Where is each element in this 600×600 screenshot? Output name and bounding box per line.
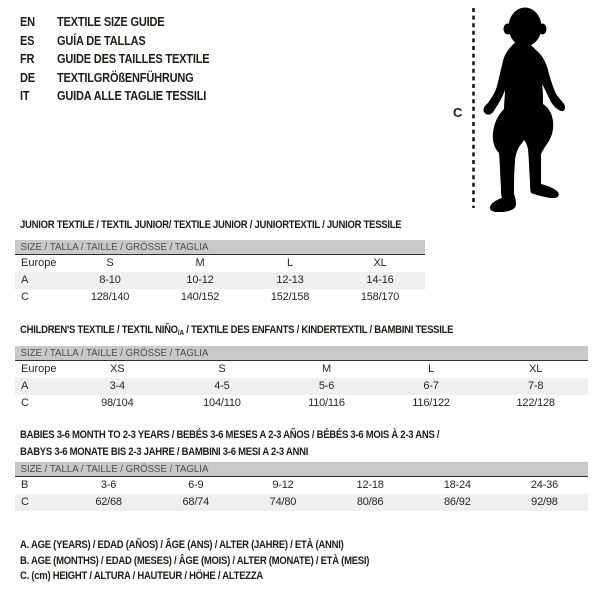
footnote-age-years: A. AGE (YEARS) / EDAD (AÑOS) / ÂGE (ANS) / ALTER (JAHRE) / ETÀ (ANNI)	[20, 539, 344, 551]
table-cell: XL	[529, 363, 543, 375]
section-title-line2: BABYS 3-6 MONATE BIS 2-3 JAHRE / BAMBINI 3-6 MESI A 2-3 ANNI	[20, 446, 309, 458]
table-cell: 158/170	[360, 291, 400, 303]
guide-title: GUÍA DE TALLAS	[56, 33, 146, 48]
size-header-bar	[15, 462, 588, 476]
row-label-cell: C	[21, 496, 29, 508]
row-label-cell: Europe	[21, 363, 57, 375]
table-cell: 18-24	[443, 479, 471, 491]
lang-code: FR	[20, 52, 35, 66]
table-cell: M	[195, 257, 205, 269]
table-row-months	[15, 476, 588, 494]
table-cell: 5-6	[318, 380, 335, 392]
lang-row-de	[20, 69, 209, 88]
table-cell: XS	[110, 363, 125, 375]
table-row-height	[15, 395, 588, 412]
lang-row-en	[20, 13, 209, 32]
row-label-cell: C	[21, 291, 29, 303]
table-cell: 14-16	[366, 274, 394, 286]
row-label-cell: Europe	[21, 257, 57, 269]
table-cell: M	[322, 363, 331, 375]
guide-title: TEXTILGRÖßENFÜHRUNG	[56, 70, 194, 85]
row-label-cell: B	[21, 479, 29, 491]
table-cell: S	[106, 257, 114, 269]
table-cell: 128/140	[90, 291, 130, 303]
table-cell: 104/110	[203, 397, 241, 409]
row-label-cell: A	[21, 380, 29, 392]
section-title-text: / TEXTILE DES ENFANTS / KINDERTEXTIL / BAMBINI TESSILE	[183, 324, 454, 336]
table-cell: 92/98	[531, 496, 558, 508]
table-cell: L	[428, 363, 435, 375]
dashed-line-icon	[471, 8, 476, 208]
table-cell: L	[287, 257, 293, 269]
lang-row-fr	[20, 50, 209, 69]
table-cell: 4-5	[214, 380, 230, 392]
table-cell: 140/152	[180, 291, 220, 303]
section-title-line1: BABIES 3-6 MONTH TO 2-3 YEARS / BEBÉS 3-6 MESES A 2-3 AÑOS / BÉBÉS 3-6 MOIS À 2-3 ANS /	[20, 429, 440, 441]
section-title-babies	[20, 427, 496, 461]
table-cell: 3-6	[100, 479, 117, 491]
table-cell: 86/92	[444, 496, 471, 508]
height-measure-line	[471, 8, 476, 213]
table-cell: 10-12	[186, 274, 214, 286]
table-cell: 12-13	[276, 274, 304, 286]
table-row-height	[15, 494, 588, 511]
size-header-label: SIZE / TALLA / TAILLE / GRÖSSE / TAGLIA	[20, 347, 209, 359]
lang-code: IT	[20, 89, 30, 103]
size-header-bar	[15, 346, 588, 360]
size-header-bar	[15, 240, 425, 254]
table-row-age	[15, 272, 425, 289]
table-cell: 116/122	[412, 397, 450, 409]
footnote-height: C. (cm) HEIGHT / ALTURA / HAUTEUR / HÖHE / ALTEZZA	[20, 570, 263, 582]
size-header-label: SIZE / TALLA / TAILLE / GRÖSSE / TAGLIA	[20, 241, 209, 253]
row-label-cell: C	[21, 397, 29, 409]
table-cell: 24-36	[530, 479, 559, 491]
row-label-cell: A	[21, 274, 29, 286]
section-title-children	[20, 322, 453, 341]
lang-row-es	[20, 32, 209, 51]
table-cell: 122/128	[516, 397, 555, 409]
table-cell: 6-7	[423, 380, 439, 392]
table-cell: 80/86	[356, 496, 384, 508]
section-title-subscript: /A	[177, 328, 184, 337]
table-row-europe	[15, 254, 425, 272]
table-cell: 7-8	[528, 380, 544, 392]
table-cell: 74/80	[269, 496, 297, 508]
table-cell: 62/68	[95, 496, 122, 508]
table-cell: XL	[373, 257, 387, 269]
table-cell: 12-18	[356, 479, 384, 491]
lang-code: DE	[20, 70, 35, 85]
table-cell: 3-4	[109, 380, 125, 392]
table-row-height	[15, 289, 425, 306]
guide-title: TEXTILE SIZE GUIDE	[56, 15, 165, 29]
height-measure-label: C	[453, 105, 463, 120]
table-cell: 9-12	[272, 479, 294, 491]
lang-code: ES	[20, 33, 35, 48]
table-cell: 6-9	[188, 479, 204, 491]
size-table-junior	[15, 240, 425, 306]
table-row-age	[15, 378, 588, 395]
baby-silhouette-icon	[478, 6, 572, 217]
table-cell: 68/74	[182, 496, 210, 508]
table-cell: 152/158	[270, 291, 310, 303]
legend-footnotes	[20, 538, 369, 585]
guide-title: GUIDA ALLE TAGLIE TESSILI	[56, 89, 207, 103]
table-cell: 8-10	[99, 274, 121, 286]
table-cell: S	[218, 363, 226, 375]
section-title-junior: JUNIOR TEXTILE / TEXTIL JUNIOR/ TEXTILE JUNIOR / JUNIORTEXTIL / JUNIOR TESSILE	[20, 219, 402, 231]
lang-code: EN	[20, 15, 35, 29]
language-title-block	[20, 13, 209, 106]
guide-title: GUIDE DES TAILLES TEXTILE	[56, 52, 210, 66]
size-table-children	[15, 346, 588, 412]
size-table-babies	[15, 462, 588, 511]
table-cell: 98/104	[101, 397, 134, 409]
section-title-text: CHILDREN'S TEXTILE / TEXTIL NIÑO	[20, 324, 178, 336]
footnote-age-months: B. AGE (MONTHS) / EDAD (MESES) / ÂGE (MOIS) / ALTER (MONATE) / ETÀ (MESI)	[20, 554, 370, 567]
size-header-label: SIZE / TALLA / TAILLE / GRÖSSE / TAGLIA	[20, 463, 209, 475]
lang-row-it	[20, 87, 209, 106]
table-row-europe	[15, 360, 588, 378]
table-cell: 110/116	[308, 397, 345, 409]
